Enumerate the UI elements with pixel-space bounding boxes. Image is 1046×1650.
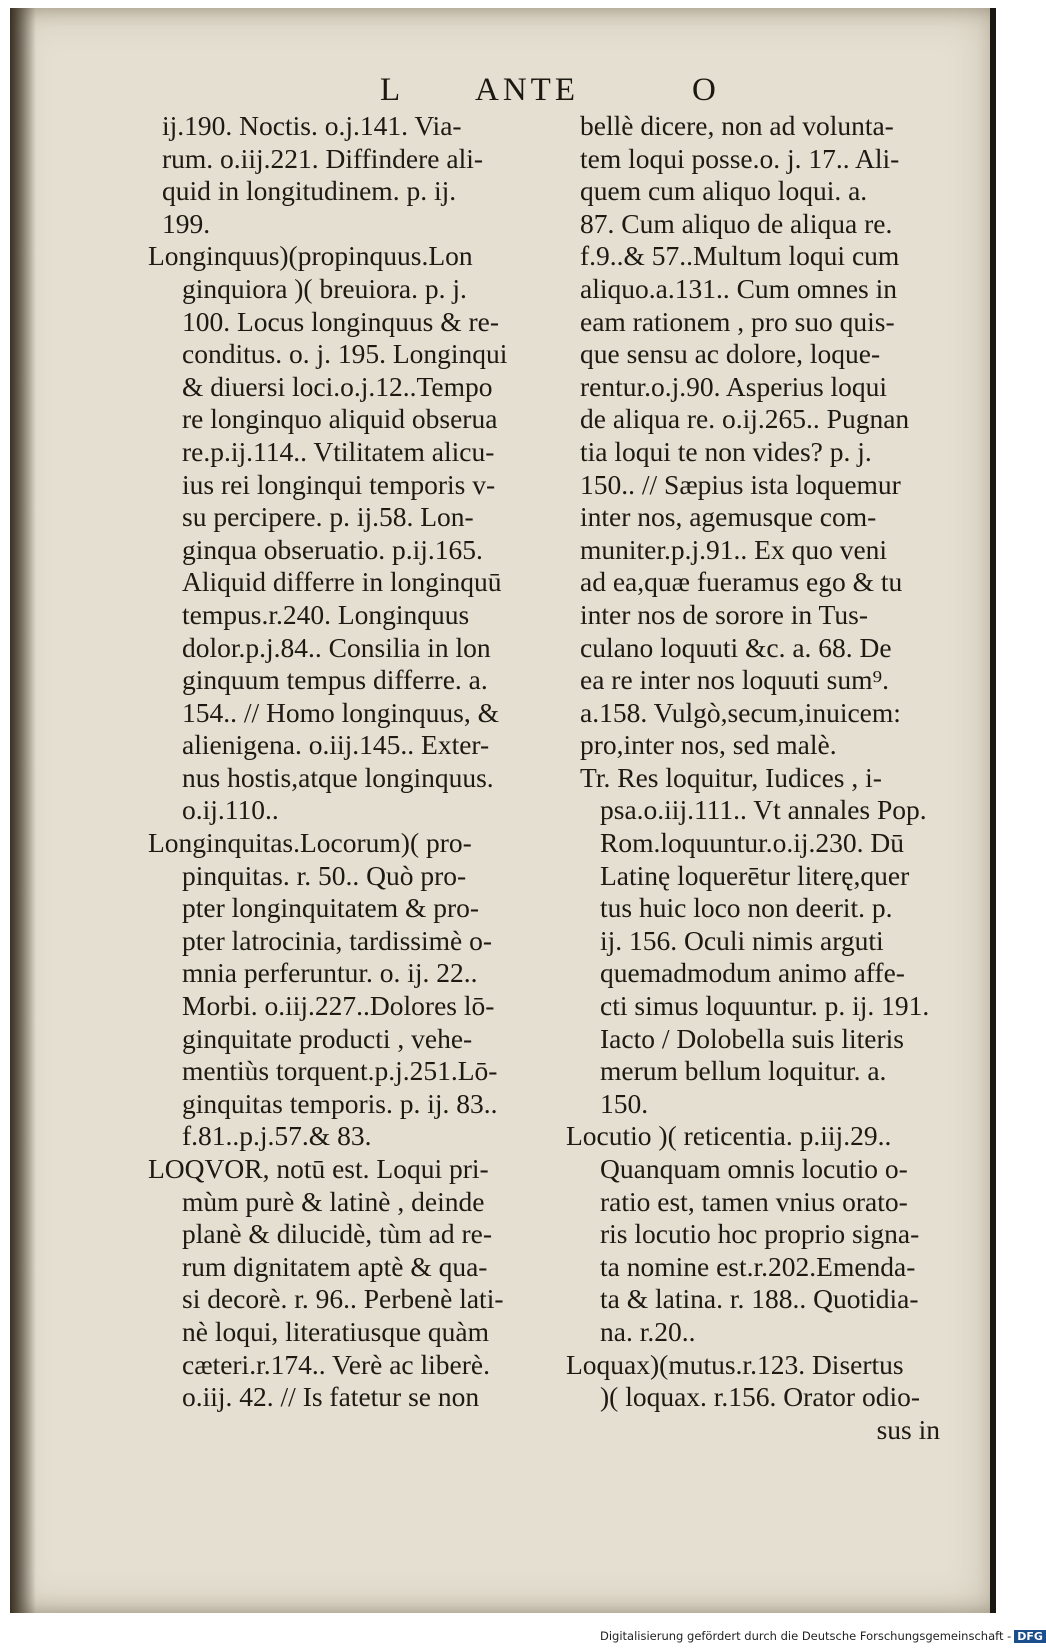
text-line: si decorè. r. 96.. Perbenè lati- [182,1283,504,1315]
text-line: de aliqua re. o.ij.265.. Pugnan [580,403,910,435]
text-line: mnia perferuntur. o. ij. 22.. [182,957,478,989]
text-line: aliquo.a.131.. Cum omnes in [580,272,897,304]
text-line: su percipere. p. ij.58. Lon- [182,501,474,533]
text-line: ij. 156. Oculi nimis arguti [600,924,884,956]
text-line: quem cum aliquo loqui. a. [580,175,868,207]
text-line: 87. Cum aliquo de aliqua re. [580,207,893,239]
text-line: f.9..& 57..Multum loqui cum [580,240,900,272]
text-line: pter longinquitatem & pro- [182,892,480,924]
text-line: ginquiora )( breuiora. p. j. [182,272,467,304]
text-line: Iacto / Dolobella suis literis [600,1022,904,1054]
text-line: inter nos, agemusque com- [580,501,877,533]
header-letter-o: O [692,72,720,108]
text-line: 150. [600,1087,649,1119]
text-line: psa.o.iij.111.. Vt annales Pop. [600,794,927,826]
header-letter-l: L [380,72,405,108]
footer-credit: Digitalisierung gefördert durch die Deutsche Forschungsgemeinschaft - [600,1629,1012,1643]
text-line: Longinquitas.Locorum)( pro- [148,827,472,859]
text-line: 154.. // Homo longinquus, & [182,696,500,728]
dfg-logo: DFG [1014,1630,1046,1643]
text-line: rum. o.iij.221. Diffindere ali- [162,142,484,174]
text-line: tus huic loco non deerit. p. [600,892,893,924]
text-line: Loquax)(mutus.r.123. Disertus [566,1348,904,1380]
text-line: 100. Locus longinquus & re- [182,305,499,337]
running-header [380,72,760,112]
text-line: 199. [162,207,211,239]
text-line: planè & dilucidè, tùm ad re- [182,1218,493,1250]
text-line: re.p.ij.114.. Vtilitatem alicu- [182,435,495,467]
text-line: cti simus loquuntur. p. ij. 191. [600,990,930,1022]
text-line: a.158. Vulgò,secum,inuicem: [580,696,901,728]
text-line: conditus. o. j. 195. Longinqui [182,338,508,370]
text-line: ta nomine est.r.202.Emenda- [600,1250,916,1282]
text-line: culano loquuti &c. a. 68. De [580,631,892,663]
text-line: f.81..p.j.57.& 83. [182,1120,372,1152]
text-line: pinquitas. r. 50.. Quò pro- [182,859,467,891]
text-line: )( loquax. r.156. Orator odio- [600,1381,920,1413]
text-line: ij.190. Noctis. o.j.141. Via- [162,110,462,141]
text-line: Aliquid differre in longinquū [182,566,502,598]
text-line: ius rei longinqui temporis v- [182,468,496,500]
text-line: ea re inter nos loquuti sum⁹. [580,664,889,696]
text-line: nè loqui, literatiusque quàm [182,1315,490,1347]
digitization-footer [600,1629,1043,1649]
text-line: Morbi. o.iij.227..Dolores lō- [182,990,495,1022]
spine-shadow [10,8,36,1613]
text-line: tia loqui te non vides? p. j. [580,435,872,467]
text-line: Locutio )( reticentia. p.iij.29.. [566,1120,892,1152]
text-line: 150.. // Sæpius ista loquemur [580,468,901,500]
text-line: Longinquus)(propinquus.Lon [148,240,473,272]
text-line: Quanquam omnis locutio o- [600,1153,908,1184]
text-line: ris locutio hoc proprio signa- [600,1218,920,1250]
text-line: alienigena. o.iij.145.. Exter- [182,729,490,761]
text-line: cæteri.r.174.. Verè ac liberè. [182,1348,490,1380]
text-line: na. r.20.. [600,1315,696,1347]
text-line: ta & latina. r. 188.. Quotidia- [600,1283,919,1315]
text-line: muniter.p.j.91.. Ex quo veni [580,533,888,565]
text-line: & diuersi loci.o.j.12..Tempo [182,370,493,402]
text-line: ad ea,quæ fueramus ego & tu [580,566,903,598]
text-line: pro,inter nos, sed malè. [580,729,837,761]
text-line: ginqua obseruatio. p.ij.165. [182,533,483,565]
text-line: o.ij.110.. [182,794,279,826]
text-line: ginquitas temporis. p. ij. 83.. [182,1087,498,1119]
text-line: sus in [876,1413,940,1445]
text-line: inter nos de sorore in Tus- [580,598,868,630]
text-line: ginquitate producti , vehe- [182,1022,473,1054]
text-line: mentiùs torquent.p.j.251.Lō- [182,1055,498,1087]
text-line: que sensu ac dolore, loque- [580,338,881,370]
text-line: mùm purè & latinè , deinde [182,1185,485,1217]
text-line: quemadmodum animo affe- [600,957,905,989]
text-line: Latinę loquerētur literę,quer [600,859,910,891]
text-line: rum dignitatem aptè & qua- [182,1250,488,1282]
text-line: merum bellum loquitur. a. [600,1055,887,1087]
text-line: ratio est, tamen vnius orato- [600,1185,908,1217]
text-line: re longinquo aliquid obserua [182,403,498,435]
text-line: quid in longitudinem. p. ij. [162,175,457,207]
text-line: eam rationem , pro suo quis- [580,305,895,337]
text-line: tempus.r.240. Longinquus [182,598,470,630]
text-line: pter latrocinia, tardissimè o- [182,924,493,956]
text-line: Rom.loquuntur.o.ij.230. Dū [600,827,905,859]
left-column [148,110,572,1414]
text-line: LOQVOR, notū est. Loqui pri- [148,1153,489,1184]
text-line: Tr. Res loquitur, Iudices , i- [580,761,882,793]
text-line: o.iij. 42. // Is fatetur se non [182,1381,480,1413]
text-line: dolor.p.j.84.. Consilia in lon [182,631,491,663]
header-word-ante: ANTE [475,72,579,108]
right-column [566,110,1000,1446]
text-line: bellè dicere, non ad volunta- [580,110,894,141]
text-line: nus hostis,atque longinquus. [182,761,494,793]
text-line: ginquum tempus differre. a. [182,664,488,696]
text-line: rentur.o.j.90. Asperius loqui [580,370,888,402]
text-line: tem loqui posse.o. j. 17.. Ali- [580,142,900,174]
